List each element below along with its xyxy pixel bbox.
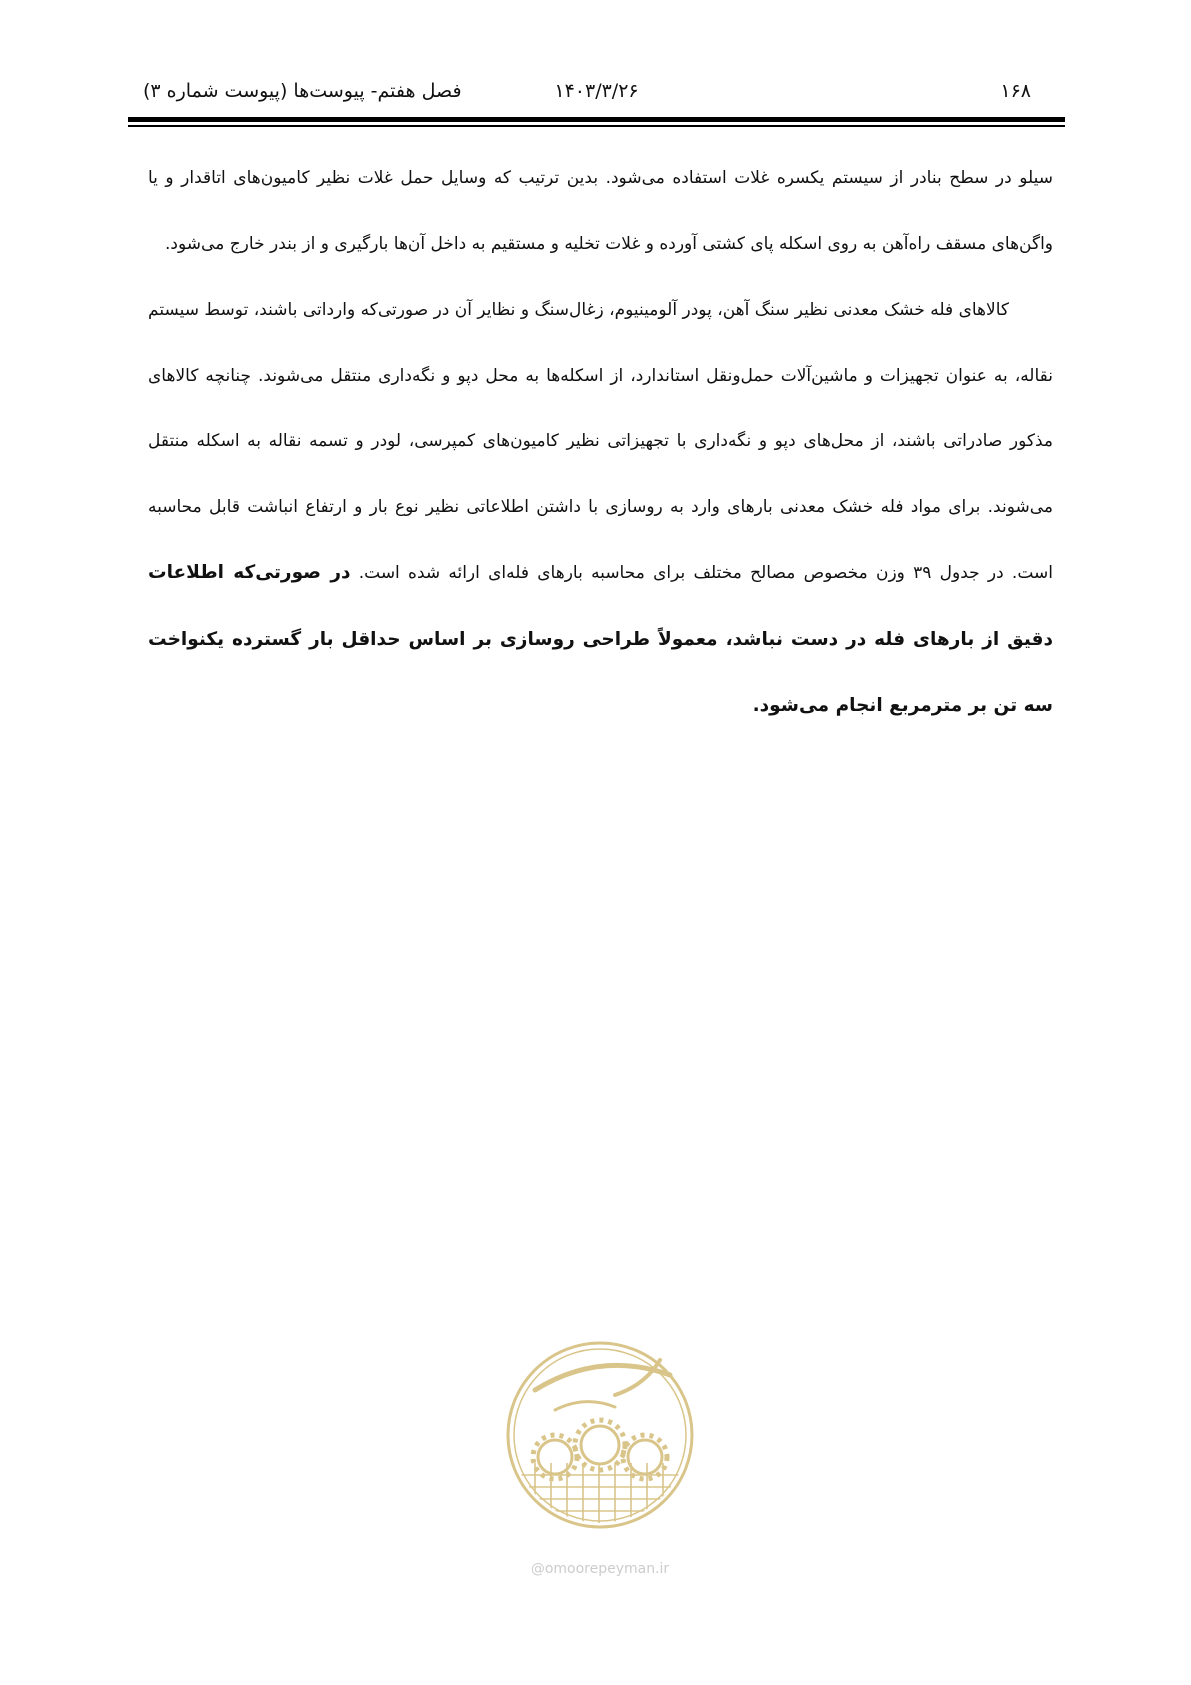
- watermark-url: @omoorepeyman.ir: [530, 1561, 670, 1577]
- paragraph-bulk-dry-bold: در صورتی‌که اطلاعات دقیق از بارهای فله در دست نباشد، معمولاً طراحی روسازی بر اساس حداقل بار گسترده یکنواخت سه تن بر مترمربع انجام می‌شود.: [148, 562, 1053, 716]
- chapter-title: فصل هفتم- پیوست‌ها (پیوست شماره ۳): [143, 80, 462, 102]
- paragraph-bulk-dry: [148, 278, 1053, 740]
- watermark-seal-icon: [495, 1335, 705, 1585]
- paragraph-bulk-dry-text: کالاهای فله خشک معدنی نظیر سنگ آهن، پودر آلومینیوم، زغال‌سنگ و نظایر آن در صورتی‌که وارداتی باشند، توسط سیستم نقاله، به عنوان تجهیزات و ماشین‌آلات حمل‌ونقل استاندارد، از اسکله‌ها به محل دپو و نگه‌داری منتقل می‌شوند. چنانچه کالاهای مذکور صادراتی باشند، از محل‌های دپو و نگه‌داری با تجهیزاتی نظیر کامیون‌های کمپرسی، لودر و تسمه نقاله به اسکله منتقل می‌شوند. برای مواد فله خشک معدنی بارهای وارد به روسازی با داشتن اطلاعاتی نظیر نوع بار و ارتفاع انباشت قابل محاسبه است. در جدول ۳۹ وزن مخصوص مصالح مختلف برای محاسبه بارهای فله‌ای ارائه شده است.: [148, 300, 1053, 583]
- page-header: [128, 78, 1065, 108]
- watermark-logo: [495, 1335, 705, 1585]
- body-text: [148, 146, 1053, 740]
- header-rule-thick: [128, 117, 1065, 122]
- paragraph-silo-text: سیلو در سطح بنادر از سیستم یکسره غلات استفاده می‌شود. بدین ترتیب که وسایل حمل غلات نظیر کامیون‌های اتاقدار و یا واگن‌های مسقف راه‌آهن به روی اسکله پای کشتی آورده و غلات تخلیه و مستقیم به داخل آن‌ها بارگیری و از بندر خارج می‌شود.: [148, 168, 1053, 254]
- page-number: ۱۶۸: [1000, 80, 1031, 102]
- header-rule-thin: [128, 125, 1065, 127]
- paragraph-silo: [148, 146, 1053, 277]
- header-date: ۱۴۰۳/۳/۲۶: [554, 80, 639, 102]
